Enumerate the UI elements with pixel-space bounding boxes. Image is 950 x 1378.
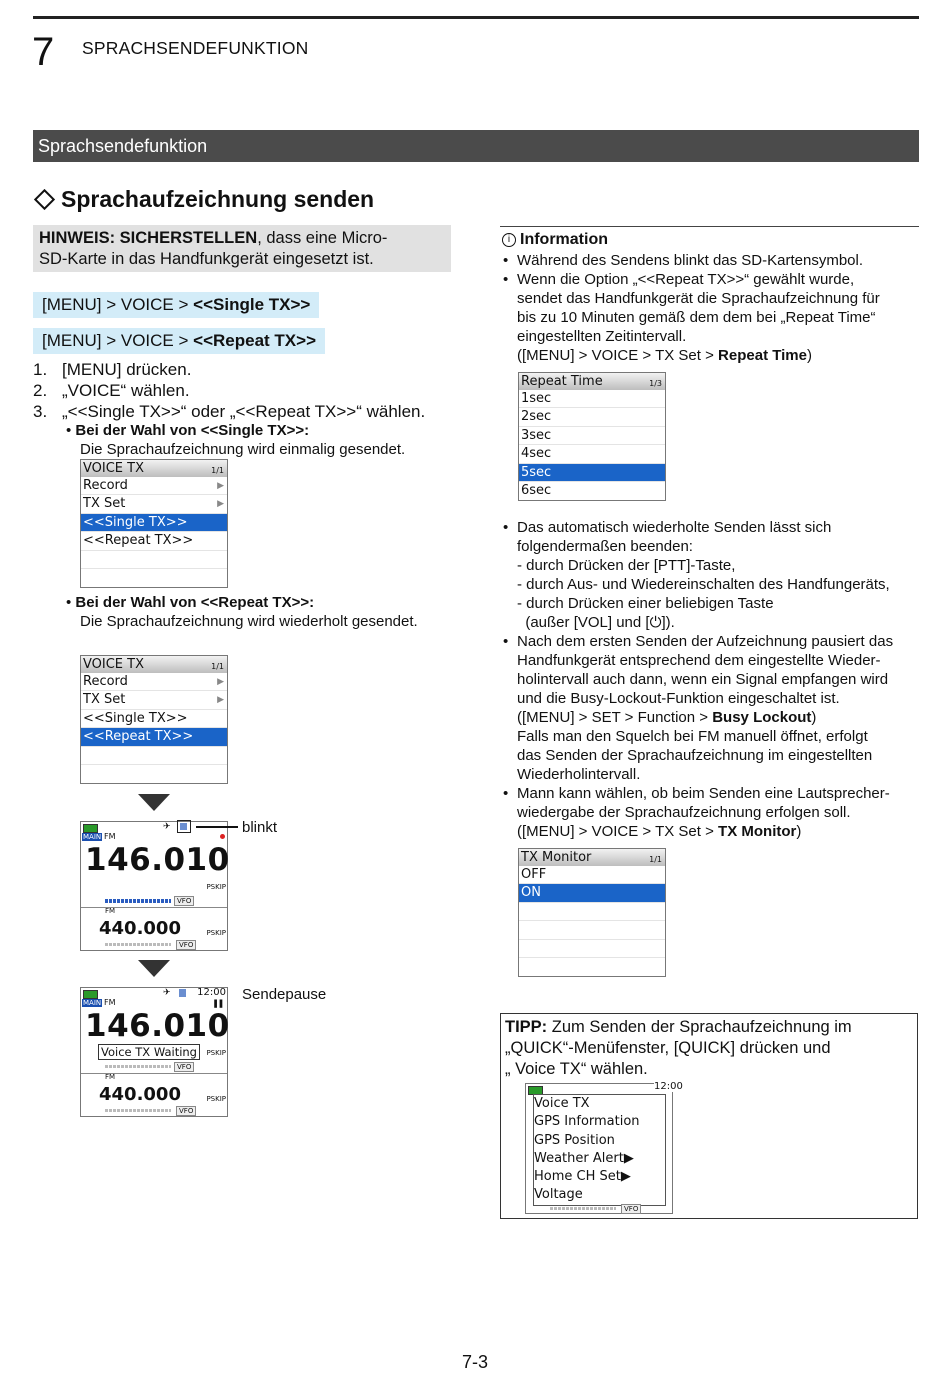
menu-blank-row <box>519 958 665 976</box>
menu-blank-row <box>81 747 227 765</box>
pskip-label: PSKIP <box>206 1049 226 1057</box>
info-bullet: • Wenn die Option „<<Repeat TX>>“ gewählt wurde, sendet das Handfunkgerät die Sprachaufzeichnung für bis zu 10 Minuten gemäß dem dem bei „Repeat Time“ eingestellten Zeitintervall. ([MENU] > VOICE > TX Set > Repeat Time) <box>503 271 880 364</box>
main-frequency: 146.010 <box>85 842 230 878</box>
gps-icon: ✈ <box>163 822 171 832</box>
sd-card-icon-frame <box>177 820 191 833</box>
info-heading <box>502 231 608 249</box>
quick-item-gps-position[interactable]: GPS Position <box>534 1132 615 1148</box>
mode-label: FM <box>104 832 116 841</box>
clock-time: 12:00 <box>197 987 226 998</box>
sub-mode-label: FM <box>105 907 116 915</box>
voice-menu-repeat <box>80 655 228 784</box>
menu-item-2sec[interactable]: 2sec <box>519 408 665 426</box>
battery-icon <box>83 824 98 833</box>
menu-item-3sec[interactable]: 3sec <box>519 427 665 445</box>
vfo-tag: VFO <box>174 1062 194 1072</box>
menu-path-prefix: [MENU] > VOICE > <box>42 331 194 350</box>
voice-tx-waiting-popup: Voice TX Waiting <box>98 1044 200 1060</box>
chevron-right-icon: ▶ <box>217 677 224 687</box>
single-tx-title: Bei der Wahl von <<Single TX>>: <box>75 422 310 439</box>
record-dot-icon <box>220 834 225 839</box>
clock-time: 12:00 <box>654 1081 683 1092</box>
menu-item-5sec[interactable]: 5sec <box>519 464 665 482</box>
info-bullet: • Das automatisch wiederholte Senden lässt sich folgendermaßen beenden: - durch Drücken der [PTT]-Taste, - durch Aus- und Wiedereinschalten des Handfungeräts, - durch Drücken einer beliebigen Taste (außer [VOL] und [⏻]). <box>503 519 890 631</box>
step-number: 3. <box>33 402 48 421</box>
sub-meter <box>105 1109 171 1112</box>
signal-meter <box>105 899 171 903</box>
main-badge: MAIN <box>83 833 102 841</box>
quick-menu-screen <box>525 1081 683 1214</box>
mode-label: FM <box>104 998 116 1007</box>
info-bullet: • Nach dem ersten Senden der Aufzeichnung pausiert das Handfunkgerät entsprechend dem eingestellte Wieder- holintervall auch dann, wenn ein Signal empfangen wird und die Busy-Lockout-Funktion eingeschaltet ist. ([MENU] > SET > Function > Busy Lockout) Falls man den Squelch bei FM manuell öffnet, erfolgt das Senden der Sprachaufzeichnung im eingestellten Wiederholintervall. <box>503 633 894 783</box>
menu-item-1sec[interactable]: 1sec <box>519 390 665 408</box>
menu-path-target: <<Single TX>> <box>193 295 311 314</box>
single-tx-desc: Die Sprachaufzeichnung wird einmalig gesendet. <box>80 441 406 458</box>
lcd-header <box>81 460 227 477</box>
step-list <box>33 359 425 422</box>
callout-line <box>196 826 238 828</box>
sub-frequency: 440.000 <box>99 1084 181 1105</box>
lcd-page: 1/1 <box>211 466 224 475</box>
vfo-tag: VFO <box>174 896 194 906</box>
repeat-tx-bullet: • Bei der Wahl von <<Repeat TX>>: <box>66 594 315 611</box>
status-bar <box>81 822 227 834</box>
menu-item-on[interactable]: ON <box>519 884 665 902</box>
quick-item-weather-alert[interactable]: Weather Alert▶ <box>534 1150 634 1166</box>
sub-frequency: 440.000 <box>99 918 181 939</box>
vfo-tag: VFO <box>176 940 196 950</box>
step-number: 1. <box>33 360 48 379</box>
menu-blank-row <box>81 765 227 783</box>
menu-item-record[interactable]: Record ▶ <box>81 477 227 495</box>
step-text: [MENU] drücken. <box>62 360 192 379</box>
step-item <box>33 401 425 422</box>
repeat-time-menu <box>518 372 666 501</box>
section-bar: Sprachsendefunktion <box>33 130 919 162</box>
gps-icon: ✈ <box>163 988 171 998</box>
chevron-right-icon: ▶ <box>217 695 224 706</box>
step-item <box>33 359 425 380</box>
step-number: 2. <box>33 381 48 400</box>
repeat-tx-desc: Die Sprachaufzeichnung wird wiederholt gesendet. <box>80 613 418 630</box>
battery-icon <box>83 990 98 999</box>
sub-meter <box>105 943 171 946</box>
lcd-header <box>81 656 227 673</box>
chevron-right-icon: ▶ <box>620 1169 631 1185</box>
menu-path-repeat <box>33 328 325 354</box>
menu-item-6sec[interactable]: 6sec <box>521 482 552 498</box>
hinweis-label: HINWEIS: SICHERSTELLEN <box>39 229 258 247</box>
chapter-title: SPRACHSENDEFUNKTION <box>82 38 309 58</box>
heading-text: Sprachaufzeichnung senden <box>61 186 375 212</box>
callout-sendepause: Sendepause <box>242 986 327 1003</box>
divider <box>81 907 227 908</box>
menu-blank-row <box>519 921 665 939</box>
lcd-header: TX Monitor 1/1 <box>519 849 665 866</box>
voice-menu-single <box>80 459 228 588</box>
info-title: Information <box>520 231 608 248</box>
menu-item-record[interactable]: Record ▶ <box>81 673 227 691</box>
tip-label: TIPP: <box>505 1018 548 1036</box>
sd-card-icon <box>180 823 187 830</box>
menu-item-off[interactable]: OFF <box>519 866 665 884</box>
vfo-tag: VFO <box>621 1204 641 1214</box>
info-rule <box>500 226 919 227</box>
tip-text: TIPP: Zum Senden der Sprachaufzeichnung im „QUICK“-Menüfenster, [QUICK] drücken und „ Voice TX“ wählen. <box>505 1018 852 1078</box>
page-number: 7-3 <box>461 1352 488 1372</box>
diamond-icon <box>34 189 55 210</box>
section-heading <box>33 186 374 213</box>
divider <box>81 1073 227 1074</box>
menu-item-single-tx[interactable]: <<Single TX>> <box>81 710 227 728</box>
vfo-tag: VFO <box>176 1106 196 1116</box>
info-bullet: • Während des Sendens blinkt das SD-Kartensymbol. <box>503 252 864 269</box>
chevron-right-icon: ▶ <box>623 1150 634 1166</box>
menu-item-repeat-tx[interactable]: <<Repeat TX>> <box>81 728 227 746</box>
quick-item-voice-tx[interactable]: Voice TX▶ <box>534 1096 600 1111</box>
single-tx-bullet: • Bei der Wahl von <<Single TX>>: <box>66 422 310 439</box>
chevron-right-icon: ▶ <box>217 499 224 510</box>
hinweis-box <box>33 225 451 272</box>
radio-screen-pause <box>80 987 228 1117</box>
tx-monitor-menu <box>518 848 666 977</box>
quick-item-gps-information[interactable]: GPS Information <box>534 1114 640 1130</box>
menu-blank-row <box>519 903 665 921</box>
power-icon: ⏻ <box>649 614 662 631</box>
menu-item-tx-set[interactable]: TX Set ▶ <box>81 495 227 513</box>
step-text: „VOICE“ wählen. <box>62 381 190 400</box>
info-list <box>500 251 918 365</box>
chevron-right-icon: ▶ <box>217 481 224 491</box>
signal-meter <box>105 1065 171 1068</box>
pause-icon: ▌▌ <box>214 1000 225 1008</box>
sd-card-icon <box>179 989 186 997</box>
menu-item-single-tx[interactable]: <<Single TX>> <box>81 514 227 532</box>
quick-item-voltage[interactable]: Voltage <box>534 1187 583 1203</box>
arrow-down-icon <box>138 960 170 977</box>
pskip-label: PSKIP <box>206 883 226 891</box>
lcd-title: VOICE TX <box>83 657 145 672</box>
menu-item-repeat-tx[interactable]: <<Repeat TX>> <box>81 532 227 550</box>
pskip-label: PSKIP <box>206 1095 226 1103</box>
info-list-2 <box>500 518 918 841</box>
menu-path-target: <<Repeat TX>> <box>193 331 316 350</box>
callout-blinkt: blinkt <box>242 819 278 836</box>
chevron-right-icon: ▶ <box>589 1096 600 1111</box>
repeat-tx-title: Bei der Wahl von <<Repeat TX>>: <box>75 594 315 611</box>
quick-item-home-ch-set[interactable]: Home CH Set▶ <box>534 1169 631 1185</box>
lcd-header: Repeat Time 1/3 <box>519 373 665 390</box>
main-frequency: 146.010 <box>85 1008 230 1044</box>
arrow-down-icon <box>138 794 170 811</box>
menu-blank-row <box>81 551 227 569</box>
hinweis-text-2: SD-Karte in das Handfunkgerät eingesetzt ist. <box>39 250 374 268</box>
sub-meter <box>550 1207 616 1210</box>
menu-blank-row <box>81 569 227 587</box>
radio-screen-transmitting <box>80 821 228 951</box>
main-badge: MAIN <box>83 999 102 1007</box>
menu-blank-row <box>519 940 665 958</box>
menu-item-4sec[interactable]: 4sec <box>519 445 665 463</box>
pskip-label: PSKIP <box>206 929 226 937</box>
info-icon: i <box>502 233 516 247</box>
step-item <box>33 380 425 401</box>
quick-menu <box>533 1094 666 1206</box>
tip-box <box>500 1013 918 1219</box>
menu-item-tx-set[interactable]: TX Set ▶ <box>81 691 227 709</box>
top-rule <box>33 16 919 19</box>
hinweis-text-1: , dass eine Micro- <box>257 229 388 247</box>
lcd-title: VOICE TX <box>83 461 145 476</box>
info-bullet: • Mann kann wählen, ob beim Senden eine Lautsprecher- wiedergabe der Sprachaufzeichnung erfolgen soll. ([MENU] > VOICE > TX Set > TX Monitor) <box>503 785 890 840</box>
menu-path-prefix: [MENU] > VOICE > <box>42 295 194 314</box>
step-text: „<<Single TX>>“ oder „<<Repeat TX>>“ wählen. <box>62 402 426 421</box>
chapter-number: 7 <box>32 30 55 74</box>
sub-mode-label: FM <box>105 1073 116 1081</box>
lcd-page: 1/1 <box>211 662 224 671</box>
menu-path-single <box>33 292 319 318</box>
